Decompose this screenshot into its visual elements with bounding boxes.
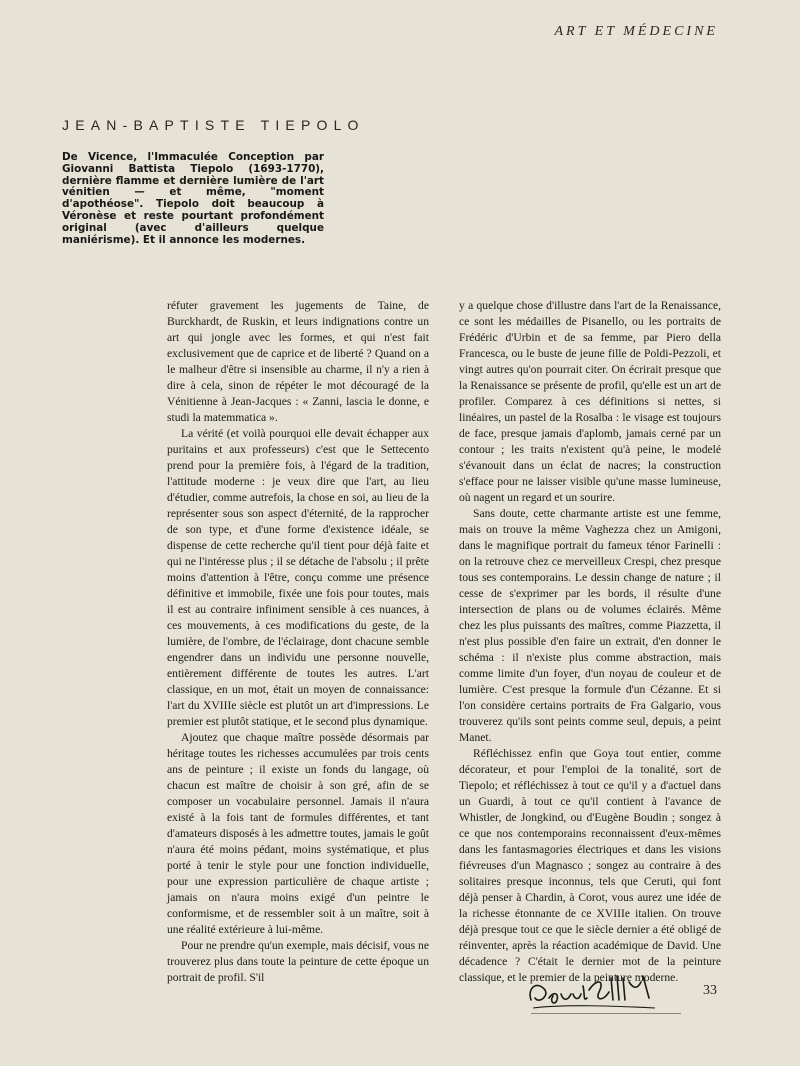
left-paragraph-1: réfuter gravement les jugements de Taine, de Burckhardt, de Ruskin, et leurs indignations contre un art qui jongle avec les formes, et qui n'est fait exclusivement que de caprice et de liberté ? Quand on a le malheur d'être si insensible au charme, il n'y a rien à dire à cela, sinon de répéter le mot découragé de la Vénitienne à Jean-Jacques : « Zanni, lascia le donne, e studi la matemmatica ». [167, 299, 429, 424]
right-paragraph-3: Réfléchissez enfin que Goya tout entier, comme décorateur, et pour l'emploi de la tonalité, sort de Tiepolo; et réfléchissez à tout ce qu'il y a d'actuel dans un Guardi, à tout ce qu'il contient à l'avance de Whistler, de Jongkind, ou d'Eugène Boudin ; songez à ce que nos contemporains reconnaissent d'eux-mêmes dans les fantasmagories électriques et dans les visions fiévreuses d'un Magnasco ; songez au contraire à des solitaires presque inconnus, tels que Ceruti, qui font déjà penser à Chardin, à Corot, vous aurez une idée de la richesse étonnante de ce XVIIIe italien. On trouve déjà presque tout ce que le siècle dernier a été obligé de réinventer, après la réaction académique de David. Une décadence ? C'était le dernier mot de la peinture classique, et le premier de la peinture moderne. [459, 747, 721, 984]
author-signature [525, 968, 685, 1014]
left-paragraph-4: Pour ne prendre qu'un exemple, mais décisif, vous ne trouverez plus dans toute la peinture de cette époque un portrait de profil. S'il [167, 939, 429, 984]
left-column [167, 298, 429, 986]
section-title: JEAN-BAPTISTE TIEPOLO [62, 117, 365, 133]
intro-caption: De Vicence, l'Immaculée Conception par Giovanni Battista Tiepolo (1693-1770), dernière flamme et dernière lumière de l'art vénitien — et même, "moment d'apothéose". Tiepolo doit beaucoup à Véronèse et reste pourtant profondément original (avec d'ailleurs quelque maniérisme). Et il annonce les modernes. [62, 151, 324, 246]
right-column [459, 298, 721, 986]
page-number: 33 [703, 983, 717, 998]
left-paragraph-2: La vérité (et voilà pourquoi elle devait échapper aux puritains et aux professeurs) c'est que le Settecento prend pour la première fois, à l'égard de la tradition, l'attitude moderne : je veux dire que l'art, au lieu d'étudier, comme autrefois, la chose en soi, au lieu de la représenter sous son aspect d'éternité, de la rapprocher de son type, et d'une forme d'existence idéale, se dispense de cette recherche qu'il tient pour déjà faite et qui ne l'intéresse plus ; il se détache de l'absolu ; il prête moins d'attention à l'être, conçu comme une présence définitive et immobile, fixée une fois pour toutes, mais il est au contraire infiniment sensible à ces nuances, à ces mouvements, à ces modifications du geste, de la lumière, de l'ombre, de l'éclairage, dont chacune semble engendrer dans un individu une personne nouvelle, entièrement différente de toutes les autres. L'art classique, en un mot, était un moyen de connaissance: l'art du XVIIIe siècle est plutôt un art d'impressions. Le premier est plutôt statique, et le second plus dynamique. [167, 427, 429, 728]
left-paragraph-3: Ajoutez que chaque maître possède désormais par héritage toutes les richesses accumulées par trois cents ans de peinture ; il existe un fonds du langage, où chacun est maître de choisir à son gré, afin de se composer un vocabulaire personnel. Jamais il n'aura existé à la fois tant de formules différentes, et tant d'amateurs disposés à les admettre toutes, jamais le goût n'aura été moins pédant, moins systématique, et plus porté à tenir le style pour une fonction individuelle, pour une expression particulière de chaque artiste ; jamais on n'aura moins exigé d'un peintre le conformisme, et de ressembler soit à un maître, soit à une réalité extérieure à lui-même. [167, 731, 429, 936]
signature-rule [531, 1013, 681, 1014]
right-paragraph-2: Sans doute, cette charmante artiste est une femme, mais on trouve la même Vaghezza chez un Amigoni, dans le magnifique portrait du fameux ténor Farinelli : on la retrouve chez ce merveilleux Crespi, chez presque tous ses contemporains. Le dessin change de nature ; il cesse de s'exprimer par les bords, il résulte d'une intersection de plans ou de volumes éclairés. Même chez les plus puissants des maîtres, comme Piazzetta, il n'est plus possible d'en faire un extrait, d'en donner le schéma : il n'existe plus comme abstraction, mais comme limite d'un foyer, d'un noyau de couleur et de lumière. C'est presque la formule d'un Cézanne. Et si l'on considère certains portraits de Fra Galgario, vous trouverez qu'ils sont peints comme seul, depuis, a peint Manet. [459, 507, 721, 744]
right-paragraph-1: y a quelque chose d'illustre dans l'art de la Renaissance, ce sont les médailles de Pisanello, ou les portraits de Frédéric d'Urbin et de sa femme, par Piero della Francesca, ou le buste de jeune fille de Poldi-Pezzoli, et vingt autres qu'on pourrait citer. On écrirait presque que la Renaissance se présente de profil, qu'elle est un art de profiler. Comparez à ces définitions si nettes, si linéaires, un pastel de la Rosalba : le visage est toujours de face, presque jamais d'aplomb, jamais cerné par un contour ; les traits n'existent qu'à peine, le modelé s'évanouit dans un éclat de nacres; la construction s'efface pour ne laisser visible qu'une masse lumineuse, où nagent un regard et un sourire. [459, 299, 721, 504]
running-head: ART ET MÉDECINE [554, 24, 718, 39]
